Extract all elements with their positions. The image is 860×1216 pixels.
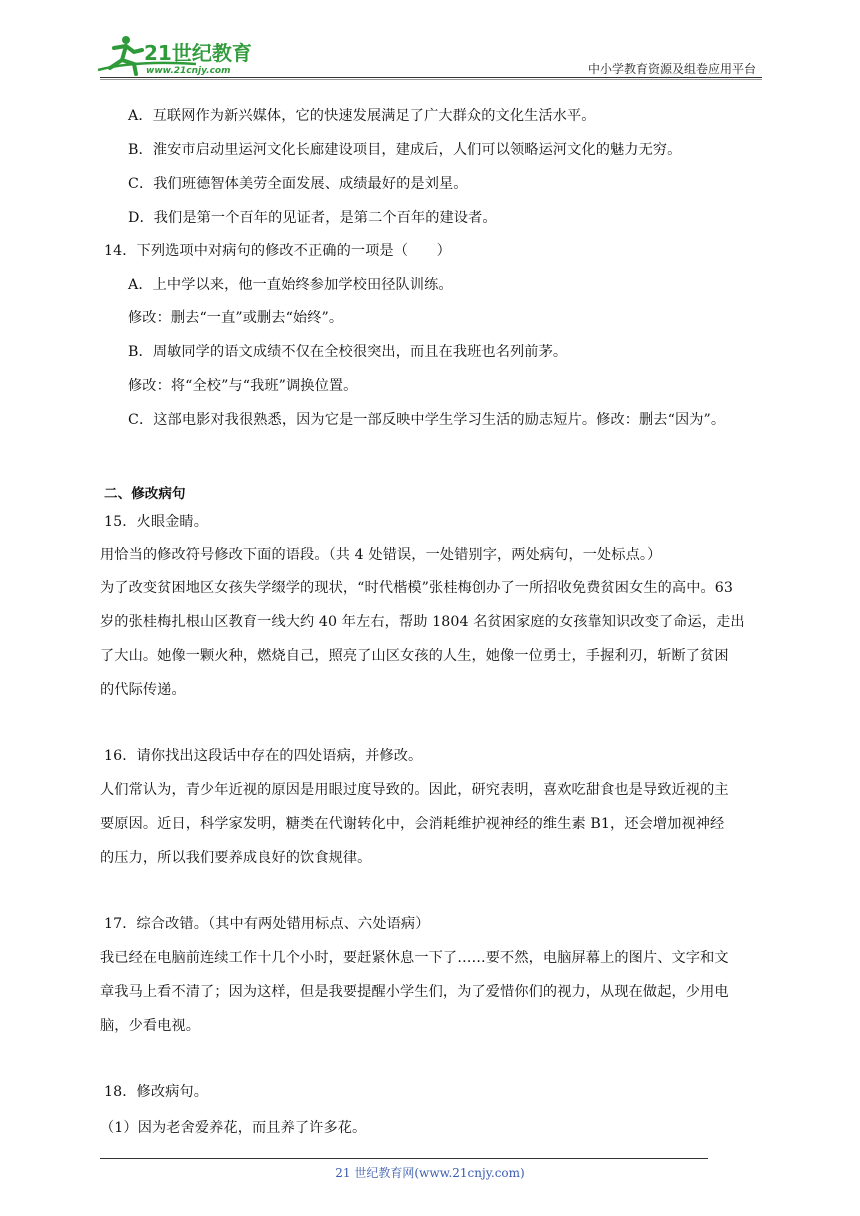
q17-text-line: 我已经在电脑前连续工作十几个小时，要赶紧休息一下了……要不然，电脑屏幕上的图片、文字和文 bbox=[100, 950, 729, 966]
q15-text-line: 岁的张桂梅扎根山区教育一线大约 40 年左右，帮助 1804 名贫困家庭的女孩靠知识改变了命运，走出 bbox=[100, 614, 745, 630]
q16-stem: 16．请你找出这段话中存在的四处语病，并修改。 bbox=[104, 748, 423, 764]
q14-option-c: C．这部电影对我很熟悉，因为它是一部反映中学生学习生活的励志短片。修改：删去“因为”。 bbox=[128, 412, 726, 428]
q13-option-a: A．互联网作为新兴媒体，它的快速发展满足了广大群众的文化生活水平。 bbox=[128, 108, 596, 124]
q17-text-line: 章我马上看不清了；因为这样，但是我要提醒小学生们，为了爱惜你们的视力，从现在做起，少用电 bbox=[100, 984, 729, 1000]
header-divider bbox=[100, 77, 762, 78]
q14-stem: 14．下列选项中对病句的修改不正确的一项是（ ） bbox=[104, 243, 451, 259]
q15-text-line: 为了改变贫困地区女孩失学缀学的现状，“时代楷模”张桂梅创办了一所招收免费贫困女生的高中。63 bbox=[100, 580, 734, 596]
q14-fix-b: 修改：将“全校”与“我班”调换位置。 bbox=[128, 378, 358, 394]
q13-option-b: B．淮安市启动里运河文化长廊建设项目，建成后，人们可以领略运河文化的魅力无穷。 bbox=[128, 142, 682, 158]
q14-option-a: A．上中学以来，他一直始终参加学校田径队训练。 bbox=[128, 277, 453, 293]
platform-name: 中小学教育资源及组卷应用平台 bbox=[587, 62, 756, 76]
q13-option-c: C．我们班德智体美劳全面发展、成绩最好的是刘星。 bbox=[128, 176, 468, 192]
q16-text-line: 人们常认为，青少年近视的原因是用眼过度导致的。因此，研究表明，喜欢吃甜食也是导致近视的主 bbox=[100, 782, 729, 798]
logo-runner-icon bbox=[96, 34, 266, 78]
q18-stem: 18．修改病句。 bbox=[104, 1084, 208, 1100]
q15-text-line: 的代际传递。 bbox=[100, 682, 186, 698]
q18-sub1: （1）因为老舍爱养花，而且养了许多花。 bbox=[100, 1120, 367, 1136]
svg-text:21世纪教育: 21世纪教育 bbox=[144, 41, 252, 65]
q16-text-line: 的压力，所以我们要养成良好的饮食规律。 bbox=[100, 850, 372, 866]
q15-instruction: 用恰当的修改符号修改下面的语段。（共 4 处错误，一处错别字，两处病句，一处标点。） bbox=[100, 547, 662, 563]
q17-text-line: 脑，少看电视。 bbox=[100, 1018, 201, 1034]
q15-stem: 15．火眼金睛。 bbox=[104, 514, 208, 530]
svg-text:www.21cnjy.com: www.21cnjy.com bbox=[146, 66, 231, 76]
q14-option-b: B．周敏同学的语文成绩不仅在全校很突出，而且在我班也名列前茅。 bbox=[128, 344, 568, 360]
site-logo[interactable] bbox=[96, 34, 266, 78]
q16-text-line: 要原因。近日，科学家发明，糖类在代谢转化中，会消耗维护视神经的维生素 B1，还会增加视神经 bbox=[100, 816, 725, 832]
section-title: 二、修改病句 bbox=[104, 486, 186, 502]
q14-fix-a: 修改：删去“一直”或删去“始终”。 bbox=[128, 310, 344, 326]
q13-option-d: D．我们是第一个百年的见证者，是第二个百年的建设者。 bbox=[128, 210, 497, 226]
footer-link[interactable]: 21 世纪教育网(www.21cnjy.com) bbox=[335, 1166, 525, 1180]
header-divider-thin bbox=[100, 79, 762, 80]
footer-divider bbox=[100, 1158, 708, 1159]
q15-text-line: 了大山。她像一颗火种，燃烧自己，照亮了山区女孩的人生，她像一位勇士，手握利刃，斩断了贫困 bbox=[100, 648, 729, 664]
q17-stem: 17．综合改错。（其中有两处错用标点、六处语病） bbox=[104, 916, 430, 932]
